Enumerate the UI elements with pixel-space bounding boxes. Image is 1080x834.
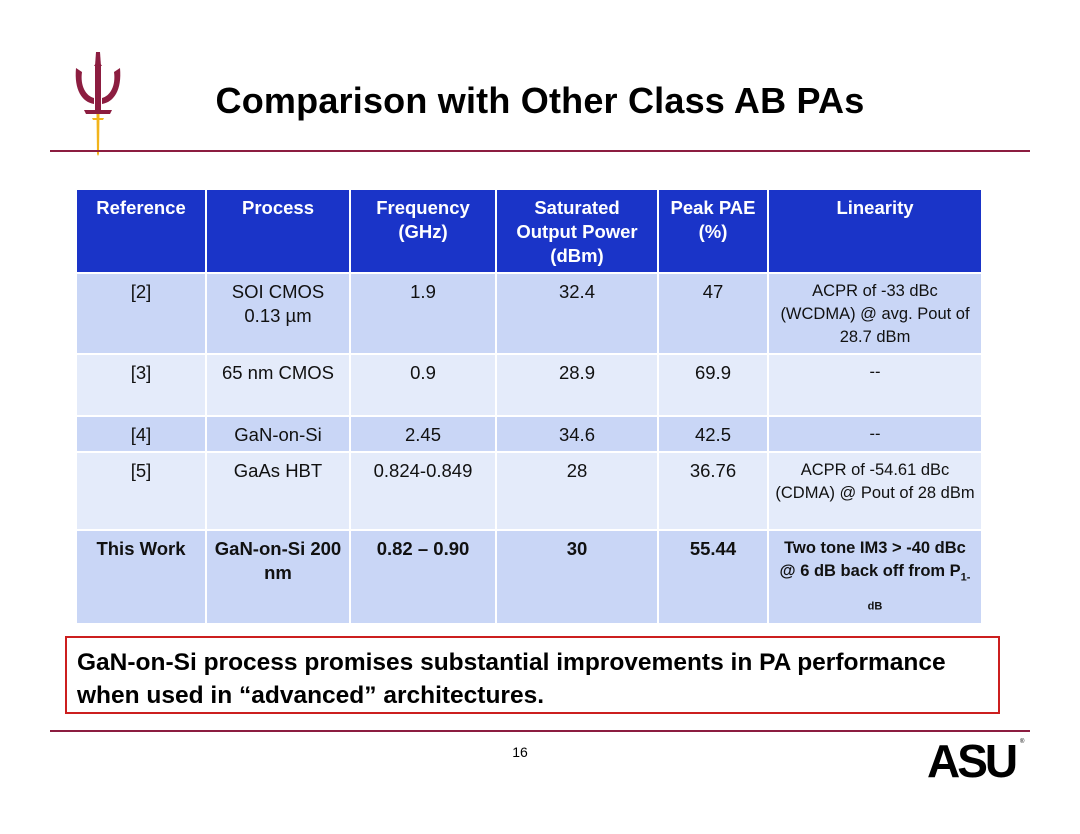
linearity-text: Two tone IM3 > -40 dBc @ 6 dB back off from P (779, 539, 966, 580)
cell-power: 28.9 (496, 354, 658, 416)
cell-linearity: -- (768, 416, 982, 452)
cell-power: 30 (496, 530, 658, 624)
cell-frequency: 0.824-0.849 (350, 452, 496, 530)
header-peak-pae: Peak PAE (%) (658, 189, 768, 273)
cell-power: 34.6 (496, 416, 658, 452)
cell-pae: 69.9 (658, 354, 768, 416)
conclusion-callout: GaN-on-Si process promises substantial improvements in PA performance when used in “advanced” architectures. (65, 636, 1000, 714)
table-row (76, 354, 982, 416)
header-frequency: Frequency (GHz) (350, 189, 496, 273)
top-divider (50, 150, 1030, 152)
cell-pae: 42.5 (658, 416, 768, 452)
table-header-row (76, 189, 982, 273)
svg-text:ASU: ASU (927, 735, 1016, 781)
cell-process: GaN-on-Si 200 nm (206, 530, 350, 624)
bottom-divider (50, 730, 1030, 732)
table-row (76, 530, 982, 624)
cell-power: 32.4 (496, 273, 658, 354)
asu-logo (925, 735, 1025, 781)
cell-linearity: ACPR of -54.61 dBc (CDMA) @ Pout of 28 dBm (768, 452, 982, 530)
cell-reference: [5] (76, 452, 206, 530)
cell-reference: [2] (76, 273, 206, 354)
header-process: Process (206, 189, 350, 273)
cell-process: SOI CMOS 0.13 µm (206, 273, 350, 354)
cell-frequency: 0.82 – 0.90 (350, 530, 496, 624)
cell-reference: [3] (76, 354, 206, 416)
cell-pae: 36.76 (658, 452, 768, 530)
cell-process: 65 nm CMOS (206, 354, 350, 416)
slide-title: Comparison with Other Class AB PAs (215, 80, 865, 121)
cell-reference: This Work (76, 530, 206, 624)
cell-frequency: 0.9 (350, 354, 496, 416)
comparison-table (75, 188, 983, 625)
cell-frequency: 1.9 (350, 273, 496, 354)
table-row (76, 273, 982, 354)
header-saturated-output-power: Saturated Output Power (dBm) (496, 189, 658, 273)
cell-power: 28 (496, 452, 658, 530)
svg-text:®: ® (1020, 739, 1025, 745)
page-number: 16 (512, 744, 528, 760)
header-reference: Reference (76, 189, 206, 273)
cell-linearity: -- (768, 354, 982, 416)
cell-process: GaN-on-Si (206, 416, 350, 452)
cell-pae: 55.44 (658, 530, 768, 624)
cell-pae: 47 (658, 273, 768, 354)
linearity-subscript: 1-dB (867, 571, 971, 613)
cell-process: GaAs HBT (206, 452, 350, 530)
cell-linearity (768, 530, 982, 624)
trident-logo (70, 52, 126, 156)
table-row (76, 416, 982, 452)
cell-linearity: ACPR of -33 dBc (WCDMA) @ avg. Pout of 28.7 dBm (768, 273, 982, 354)
cell-frequency: 2.45 (350, 416, 496, 452)
cell-reference: [4] (76, 416, 206, 452)
table-row (76, 452, 982, 530)
header-linearity: Linearity (768, 189, 982, 273)
